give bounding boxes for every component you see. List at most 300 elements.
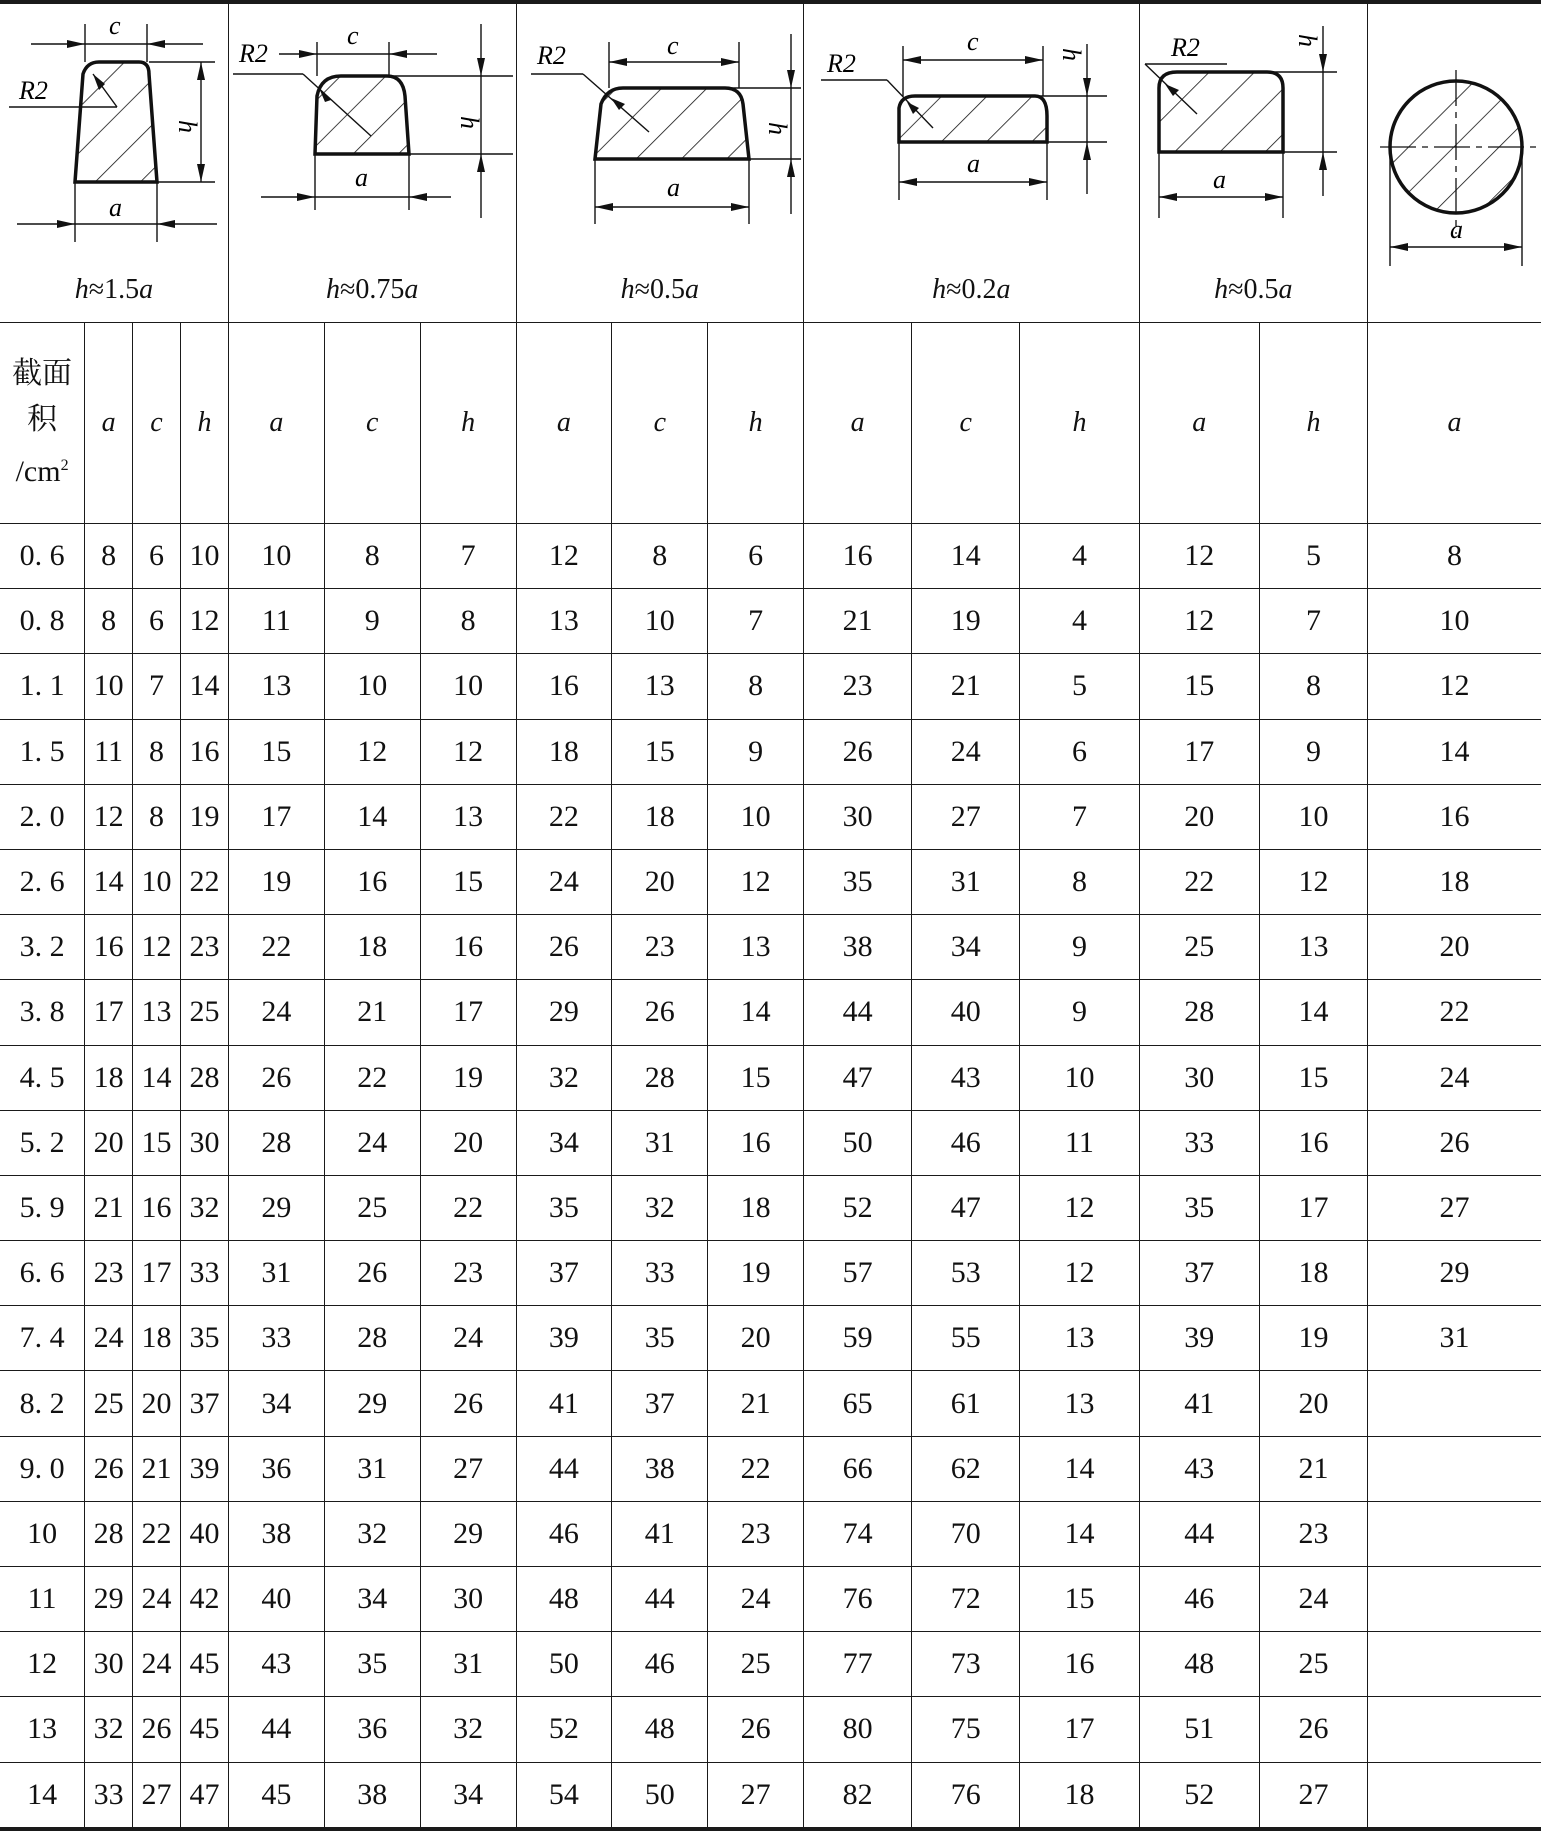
dimension-cell: 61 (912, 1371, 1020, 1436)
dimension-cell: 14 (1368, 719, 1541, 784)
dim-label-c: c (347, 21, 359, 50)
dimension-cell: 34 (228, 1371, 324, 1436)
cross-section-area-cell: 1. 5 (0, 719, 85, 784)
section-outline (1159, 72, 1283, 152)
dimension-cell: 10 (133, 849, 181, 914)
dimension-cell: 21 (804, 589, 912, 654)
dimension-cell: 24 (133, 1632, 181, 1697)
table-row (0, 784, 1541, 849)
dimension-cell: 8 (612, 524, 708, 589)
dimension-cell: 14 (708, 980, 804, 1045)
radius-label: R2 (18, 76, 48, 105)
table-row (0, 1436, 1541, 1501)
dim-label-a: a (966, 149, 980, 178)
dimension-cell: 41 (516, 1371, 612, 1436)
dimension-cell: 24 (1259, 1567, 1367, 1632)
dimension-cell: 35 (324, 1632, 420, 1697)
dimension-cell: 14 (1020, 1436, 1139, 1501)
dimension-cell: 44 (516, 1436, 612, 1501)
dimension-cell: 25 (708, 1632, 804, 1697)
dimension-cell: 32 (85, 1697, 133, 1762)
dimension-cell: 25 (1139, 915, 1259, 980)
profile-caption: h≈0.5a (620, 274, 699, 305)
dimension-cell: 55 (912, 1306, 1020, 1371)
table-row (0, 849, 1541, 914)
profile-caption: h≈1.5a (74, 274, 154, 305)
dimension-cell: 35 (516, 1175, 612, 1240)
dimension-cell: 10 (420, 654, 516, 719)
column-header: h (708, 323, 804, 524)
dimension-cell: 36 (228, 1436, 324, 1501)
dimension-cell: 37 (180, 1371, 228, 1436)
dimension-cell: 30 (420, 1567, 516, 1632)
dimension-cell (1368, 1501, 1541, 1566)
dimension-cell: 28 (324, 1306, 420, 1371)
table-row (0, 654, 1541, 719)
dimension-cell: 45 (180, 1697, 228, 1762)
dimension-cell: 16 (180, 719, 228, 784)
dimension-cell: 6 (133, 524, 181, 589)
dimension-cell: 23 (420, 1241, 516, 1306)
dimension-cell: 30 (804, 784, 912, 849)
column-header: a (516, 323, 612, 524)
dimension-cell: 7 (1259, 589, 1367, 654)
dimension-cell: 18 (612, 784, 708, 849)
dimension-cell: 10 (612, 589, 708, 654)
dimension-cell: 9 (324, 589, 420, 654)
cross-section-area-cell: 6. 6 (0, 1241, 85, 1306)
column-header: a (1368, 323, 1541, 524)
dimension-cell: 22 (420, 1175, 516, 1240)
dimension-cell: 12 (1020, 1175, 1139, 1240)
dimension-cell: 27 (912, 784, 1020, 849)
dimension-cell: 38 (804, 915, 912, 980)
dimension-cell: 44 (228, 1697, 324, 1762)
dimension-cell: 13 (1259, 915, 1367, 980)
table-row (0, 915, 1541, 980)
section-outline (595, 88, 749, 159)
area-column-header: 截面 积 $/cm^2$ (0, 323, 85, 524)
dimension-cell: 26 (420, 1371, 516, 1436)
dimension-cell: 6 (1020, 719, 1139, 784)
dimension-cell: 62 (912, 1436, 1020, 1501)
dimension-cell: 82 (804, 1762, 912, 1829)
dimension-cell: 14 (85, 849, 133, 914)
dimension-cell: 22 (516, 784, 612, 849)
dimension-cell: 26 (324, 1241, 420, 1306)
dimension-cell: 12 (1020, 1241, 1139, 1306)
table-row (0, 1632, 1541, 1697)
dimension-cell: 33 (180, 1241, 228, 1306)
cross-section-area-cell: 4. 5 (0, 1045, 85, 1110)
dimension-cell: 15 (133, 1110, 181, 1175)
dimension-cell: 52 (1139, 1762, 1259, 1829)
dimension-cell: 15 (708, 1045, 804, 1110)
dimension-cell: 16 (133, 1175, 181, 1240)
dimension-cell: 27 (1368, 1175, 1541, 1240)
table-row (0, 1371, 1541, 1436)
dimension-cell: 44 (804, 980, 912, 1045)
dimension-cell: 29 (228, 1175, 324, 1240)
radius-label: R2 (826, 49, 856, 78)
dimension-cell: 35 (612, 1306, 708, 1371)
dimension-cell: 33 (1139, 1110, 1259, 1175)
dimension-cell: 20 (708, 1306, 804, 1371)
dimension-cell: 17 (1259, 1175, 1367, 1240)
dimension-cell: 4 (1020, 589, 1139, 654)
dimension-cell: 24 (420, 1306, 516, 1371)
dimension-cell: 28 (228, 1110, 324, 1175)
dimension-cell: 44 (1139, 1501, 1259, 1566)
dim-label-h: h (1293, 34, 1323, 47)
dimension-cell: 29 (324, 1371, 420, 1436)
dimension-cell: 26 (516, 915, 612, 980)
dimension-cell: 42 (180, 1567, 228, 1632)
dim-label-h: h (1056, 48, 1086, 61)
dimension-cell: 4 (1020, 524, 1139, 589)
dimension-cell: 12 (1368, 654, 1541, 719)
column-header: a (85, 323, 133, 524)
dimension-cell: 16 (1020, 1632, 1139, 1697)
table-row (0, 1241, 1541, 1306)
dimension-cell: 17 (420, 980, 516, 1045)
dimension-cell: 10 (1368, 589, 1541, 654)
dimension-cell: 7 (133, 654, 181, 719)
dimension-cell: 31 (912, 849, 1020, 914)
dimension-cell: 24 (1368, 1045, 1541, 1110)
dimension-cell: 7 (420, 524, 516, 589)
dimension-cell: 39 (516, 1306, 612, 1371)
dimension-cell: 27 (708, 1762, 804, 1829)
dimension-cell: 51 (1139, 1697, 1259, 1762)
dimension-cell: 15 (1139, 654, 1259, 719)
dimension-cell: 11 (1020, 1110, 1139, 1175)
cross-section-area-cell: 11 (0, 1567, 85, 1632)
dimension-cell: 9 (1259, 719, 1367, 784)
dimension-cell: 31 (324, 1436, 420, 1501)
dimension-cell: 29 (85, 1567, 133, 1632)
dimension-cell: 46 (912, 1110, 1020, 1175)
dimension-cell: 14 (1020, 1501, 1139, 1566)
profile-caption: h≈0.75a (326, 274, 419, 305)
trapezoid-medium-drawing (231, 4, 513, 244)
dimension-cell: 46 (1139, 1567, 1259, 1632)
cross-section-area-cell: 13 (0, 1697, 85, 1762)
dimension-cell: 20 (133, 1371, 181, 1436)
dimension-cell: 47 (804, 1045, 912, 1110)
table-row (0, 1697, 1541, 1762)
dimension-cell: 23 (612, 915, 708, 980)
section-outline (75, 62, 157, 182)
dimension-cell: 70 (912, 1501, 1020, 1566)
dimension-cell: 34 (516, 1110, 612, 1175)
dimension-cell: 73 (912, 1632, 1020, 1697)
dimension-cell: 24 (324, 1110, 420, 1175)
dimension-cell: 9 (1020, 915, 1139, 980)
dimension-cell: 45 (228, 1762, 324, 1829)
dim-label-c: c (966, 27, 979, 56)
dimension-cell: 30 (1139, 1045, 1259, 1110)
dimension-cell: 19 (708, 1241, 804, 1306)
column-header: a (1139, 323, 1259, 524)
dimension-cell: 30 (180, 1110, 228, 1175)
dimension-cell: 16 (85, 915, 133, 980)
cross-section-area-cell: 2. 0 (0, 784, 85, 849)
trapezoid-tall-drawing (1, 4, 227, 244)
dimension-cell: 27 (133, 1762, 181, 1829)
dimension-cell: 27 (420, 1436, 516, 1501)
dimension-cell: 23 (85, 1241, 133, 1306)
profile-figure-row (0, 2, 1541, 323)
dimension-cell: 13 (516, 589, 612, 654)
dimension-cell: 32 (612, 1175, 708, 1240)
cross-section-area-cell: 0. 8 (0, 589, 85, 654)
dimension-cell: 22 (180, 849, 228, 914)
dimension-cell: 34 (420, 1762, 516, 1829)
dimension-cell: 24 (708, 1567, 804, 1632)
dimension-cell: 10 (180, 524, 228, 589)
dimension-cell: 12 (420, 719, 516, 784)
table-body (0, 524, 1541, 1829)
dimension-cell (1368, 1762, 1541, 1829)
dimension-cell: 48 (612, 1697, 708, 1762)
dimension-cell: 16 (804, 524, 912, 589)
table-row (0, 719, 1541, 784)
profile-figure-trapezoid-flat (516, 2, 804, 323)
profile-caption: h≈0.5a (1214, 274, 1293, 305)
dimension-cell: 80 (804, 1697, 912, 1762)
dimension-cell: 41 (1139, 1371, 1259, 1436)
dimension-cell: 38 (612, 1436, 708, 1501)
dimension-cell: 19 (1259, 1306, 1367, 1371)
dimension-cell: 20 (1368, 915, 1541, 980)
dimension-cell: 28 (1139, 980, 1259, 1045)
dim-label-a: a (666, 173, 680, 202)
radius-label: R2 (239, 39, 269, 68)
dimension-cell: 39 (1139, 1306, 1259, 1371)
dimension-cell: 43 (228, 1632, 324, 1697)
dimension-cell: 8 (324, 524, 420, 589)
dimension-cell: 66 (804, 1436, 912, 1501)
dimension-cell: 23 (1259, 1501, 1367, 1566)
profile-figure-trapezoid-tall (0, 2, 228, 323)
section-outline (315, 76, 409, 154)
table-row (0, 1175, 1541, 1240)
dimension-cell: 12 (708, 849, 804, 914)
dimension-cell: 59 (804, 1306, 912, 1371)
dimension-cell: 18 (133, 1306, 181, 1371)
circle-drawing (1370, 4, 1540, 274)
dim-label-c: c (666, 31, 679, 60)
dimension-cell: 13 (133, 980, 181, 1045)
dimension-cell: 12 (133, 915, 181, 980)
dimension-cell: 8 (85, 524, 133, 589)
dimension-cell: 15 (612, 719, 708, 784)
dimension-cell: 17 (85, 980, 133, 1045)
dimension-cell: 15 (1020, 1567, 1139, 1632)
dimension-cell: 34 (324, 1567, 420, 1632)
dimension-cell (1368, 1371, 1541, 1436)
dimension-cell: 23 (180, 915, 228, 980)
dimension-cell (1368, 1697, 1541, 1762)
dimension-cell: 29 (420, 1501, 516, 1566)
dimension-cell: 46 (612, 1632, 708, 1697)
dim-label-h: h (762, 122, 792, 135)
dimension-cell: 25 (324, 1175, 420, 1240)
dimension-cell: 50 (516, 1632, 612, 1697)
dimension-cell: 41 (612, 1501, 708, 1566)
column-header: c (324, 323, 420, 524)
cross-section-area-cell: 0. 6 (0, 524, 85, 589)
dim-label-a: a (1213, 165, 1227, 194)
cross-section-area-cell: 2. 6 (0, 849, 85, 914)
dimension-cell: 17 (1020, 1697, 1139, 1762)
dimension-cell: 14 (180, 654, 228, 719)
dimension-cell: 43 (1139, 1436, 1259, 1501)
dimension-cell: 48 (1139, 1632, 1259, 1697)
dimension-cell: 21 (85, 1175, 133, 1240)
dimension-cell: 8 (1259, 654, 1367, 719)
dimension-cell: 17 (133, 1241, 181, 1306)
dimension-cell: 43 (912, 1045, 1020, 1110)
cross-section-area-cell: 8. 2 (0, 1371, 85, 1436)
dimension-cell: 18 (516, 719, 612, 784)
dimension-cell: 13 (1020, 1371, 1139, 1436)
dimension-cell: 19 (180, 784, 228, 849)
dimension-cell: 8 (1020, 849, 1139, 914)
dimension-cell: 14 (133, 1045, 181, 1110)
dimension-cell: 38 (324, 1762, 420, 1829)
dimension-cell: 35 (180, 1306, 228, 1371)
column-header: a (228, 323, 324, 524)
dimension-cell (1368, 1632, 1541, 1697)
dimension-cell: 22 (324, 1045, 420, 1110)
dim-label-a: a (108, 193, 122, 222)
table-row (0, 1045, 1541, 1110)
column-header: c (133, 323, 181, 524)
dimension-cell: 31 (228, 1241, 324, 1306)
dimension-cell: 16 (708, 1110, 804, 1175)
cross-section-area-cell: 10 (0, 1501, 85, 1566)
dimension-cell: 72 (912, 1567, 1020, 1632)
dimension-cell: 20 (612, 849, 708, 914)
column-header: c (912, 323, 1020, 524)
dimension-cell: 12 (85, 784, 133, 849)
dimension-cell: 25 (1259, 1632, 1367, 1697)
table-row (0, 1306, 1541, 1371)
dimension-cell: 24 (85, 1306, 133, 1371)
table-row (0, 1567, 1541, 1632)
dimension-cell: 13 (1020, 1306, 1139, 1371)
dimension-cell: 10 (324, 654, 420, 719)
dimension-cell: 40 (912, 980, 1020, 1045)
dimension-cell: 14 (324, 784, 420, 849)
dimension-cell: 21 (708, 1371, 804, 1436)
column-header: h (1020, 323, 1139, 524)
trapezoid-flat-drawing (519, 4, 801, 244)
dimension-cell: 26 (804, 719, 912, 784)
dimension-cell: 18 (708, 1175, 804, 1240)
dimension-cell: 33 (228, 1306, 324, 1371)
dimension-cell: 36 (324, 1697, 420, 1762)
dimension-cell: 12 (1259, 849, 1367, 914)
cross-section-area-cell: 12 (0, 1632, 85, 1697)
table-row (0, 1110, 1541, 1175)
dimension-cell: 12 (324, 719, 420, 784)
dimension-cell: 46 (516, 1501, 612, 1566)
dimension-cell: 35 (1139, 1175, 1259, 1240)
dimension-cell: 20 (85, 1110, 133, 1175)
column-header-row (0, 323, 1541, 524)
dimension-cell: 8 (133, 719, 181, 784)
dimension-cell: 24 (228, 980, 324, 1045)
dimension-cell: 7 (708, 589, 804, 654)
dimension-cell: 12 (1139, 524, 1259, 589)
profile-caption: h≈0.2a (932, 274, 1011, 305)
dimension-cell: 24 (516, 849, 612, 914)
dimension-cell: 10 (1020, 1045, 1139, 1110)
dimension-cell: 31 (420, 1632, 516, 1697)
dimension-cell: 48 (516, 1567, 612, 1632)
dimension-cell: 9 (1020, 980, 1139, 1045)
dim-label-c: c (108, 11, 121, 40)
dimension-cell: 22 (1368, 980, 1541, 1045)
dimension-cell: 31 (1368, 1306, 1541, 1371)
dimension-cell: 65 (804, 1371, 912, 1436)
dimension-cell: 16 (420, 915, 516, 980)
dimension-cell: 26 (133, 1697, 181, 1762)
dimension-cell: 9 (708, 719, 804, 784)
dim-label-h: h (172, 120, 202, 133)
cross-section-area-cell: 9. 0 (0, 1436, 85, 1501)
dimension-cell: 21 (133, 1436, 181, 1501)
dimension-cell: 28 (612, 1045, 708, 1110)
dimension-cell: 50 (612, 1762, 708, 1829)
dimension-cell: 28 (180, 1045, 228, 1110)
dimension-cell: 8 (1368, 524, 1541, 589)
table-row (0, 524, 1541, 589)
dimension-cell: 30 (85, 1632, 133, 1697)
dimension-cell: 8 (133, 784, 181, 849)
dimension-cell: 45 (180, 1632, 228, 1697)
dimension-cell: 25 (85, 1371, 133, 1436)
dimension-cell: 17 (228, 784, 324, 849)
dimension-cell: 47 (912, 1175, 1020, 1240)
dimension-cell: 32 (516, 1045, 612, 1110)
dimension-cell: 53 (912, 1241, 1020, 1306)
dimension-cell: 21 (324, 980, 420, 1045)
cross-section-area-cell: 1. 1 (0, 654, 85, 719)
dimension-cell: 26 (228, 1045, 324, 1110)
dimension-cell: 16 (324, 849, 420, 914)
dimension-cell: 19 (420, 1045, 516, 1110)
dimension-cell: 13 (612, 654, 708, 719)
dimension-cell (1368, 1436, 1541, 1501)
dimension-cell: 54 (516, 1762, 612, 1829)
table-row (0, 980, 1541, 1045)
table-row (0, 1501, 1541, 1566)
dimension-cell: 32 (324, 1501, 420, 1566)
dimension-cell: 34 (912, 915, 1020, 980)
dimension-cell: 17 (1139, 719, 1259, 784)
dimension-cell: 18 (324, 915, 420, 980)
dim-label-h: h (455, 116, 485, 129)
dimension-cell: 39 (180, 1436, 228, 1501)
dimension-cell: 5 (1020, 654, 1139, 719)
dimension-cell: 26 (1368, 1110, 1541, 1175)
dimension-cell: 8 (708, 654, 804, 719)
dimension-cell: 10 (228, 524, 324, 589)
